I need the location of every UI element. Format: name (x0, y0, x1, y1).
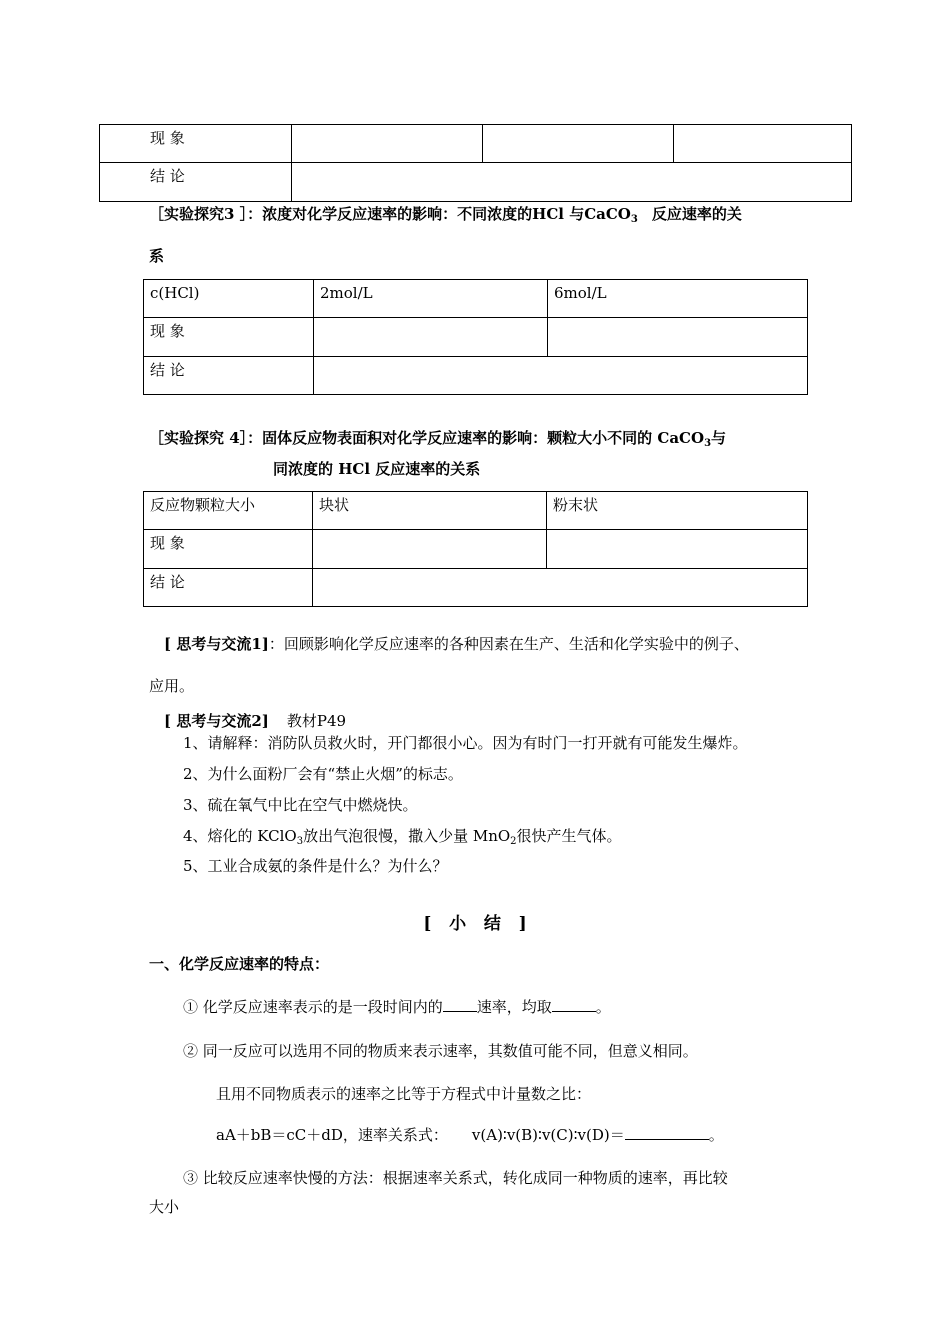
table-cell (547, 530, 808, 569)
exp3-title-text: ［实验探究3 ］：浓度对化学反应速率的影响：不同浓度的HCl 与CaCO (149, 205, 631, 223)
row-label-conclusion: 结 论 (144, 569, 313, 607)
table-cell (548, 318, 808, 357)
p4-end: 。 (708, 1126, 724, 1144)
item4-text-a: 4、熔化的 KClO (183, 827, 297, 845)
p4-relation: v(A)∶v(B)∶v(C)∶v(D)＝ (471, 1126, 625, 1144)
table-cell (292, 163, 852, 202)
summary-point-4 (216, 1125, 724, 1145)
table-cell (314, 357, 808, 395)
p1-text-a: ① 化学反应速率表示的是一段时间内的 (183, 998, 443, 1016)
think1-label: [ 思考与交流1] (164, 635, 269, 653)
think2-item-4 (183, 826, 622, 846)
summary-title: [ 小 结 ] (423, 914, 527, 934)
table-experiment-3 (143, 279, 808, 395)
think1-line2: 应用。 (149, 677, 195, 695)
p1-text-b: 速率，均取 (476, 998, 552, 1016)
item4-sub-b: 2 (510, 836, 517, 847)
exp4-title-text: ［实验探究 4］：固体反应物表面积对化学反应速率的影响：颗粒大小不同的 CaCO (149, 429, 705, 447)
header-cell-powder: 粉末状 (547, 492, 808, 530)
think2-item-2: 2、为什么面粉厂会有“禁止火烟”的标志。 (183, 765, 463, 783)
exp4-title (149, 428, 726, 448)
table-cell (674, 125, 852, 163)
table-experiment-4 (143, 491, 808, 607)
item4-text-b: 放出气泡很慢，撒入少量 MnO (303, 827, 511, 845)
summary-point-1 (183, 997, 611, 1017)
p4-equation: aA＋bB＝cC＋dD，速率关系式： (216, 1126, 448, 1144)
header-cell-concentration: c(HCl) (144, 280, 314, 318)
summary-section-1: 一、化学反应速率的特点： (149, 955, 330, 973)
table-cell (313, 569, 808, 607)
blank-field-1 (443, 997, 477, 1012)
row-label-conclusion: 结 论 (100, 163, 292, 202)
think2-item-5: 5、工业合成氨的条件是什么？为什么？ (183, 857, 448, 875)
header-cell-2mol: 2mol/L (314, 280, 548, 318)
row-label-phenomenon: 现 象 (144, 530, 313, 569)
blank-field-3 (625, 1125, 709, 1140)
think2-heading (164, 711, 346, 731)
item4-text-c: 很快产生气体。 (516, 827, 622, 845)
think2-item-1: 1、请解释：消防队员救火时，开门都很小心。因为有时门一打开就有可能发生爆炸。 (183, 734, 748, 752)
exp4-title-text-end: 与 (711, 429, 727, 447)
table-cell (483, 125, 674, 163)
header-cell-6mol: 6mol/L (548, 280, 808, 318)
header-cell-lump: 块状 (313, 492, 547, 530)
row-label-phenomenon: 现 象 (100, 125, 292, 163)
think1-text: ：回顾影响化学反应速率的各种因素在生产、生活和化学实验中的例子、 (268, 635, 749, 653)
table-cell (313, 530, 547, 569)
exp3-title-line2: 系 (149, 247, 165, 265)
summary-point-5: ③ 比较反应速率快慢的方法：根据速率关系式，转化成同一种物质的速率，再比较 (183, 1169, 728, 1187)
summary-point-3: 且用不同物质表示的速率之比等于方程式中计量数之比： (216, 1085, 592, 1103)
summary-point-2: ② 同一反应可以选用不同的物质来表示速率，其数值可能不同，但意义相同。 (183, 1042, 698, 1060)
think2-ref: 教材P49 (286, 712, 347, 730)
think1-paragraph (164, 634, 749, 654)
exp4-title-line2: 同浓度的 HCl 反应速率的关系 (273, 460, 481, 478)
think2-label: [ 思考与交流2] (164, 712, 269, 730)
exp3-title-sub: 3 (630, 214, 638, 225)
header-cell-particle-size: 反应物颗粒大小 (144, 492, 313, 530)
exp4-title-sub: 3 (704, 438, 712, 449)
blank-field-2 (552, 997, 596, 1012)
p1-text-c: 。 (595, 998, 611, 1016)
summary-point-5-line2: 大小 (149, 1198, 180, 1216)
exp3-title (149, 204, 742, 224)
table-cell (314, 318, 548, 357)
think2-item-3: 3、硫在氧气中比在空气中燃烧快。 (183, 796, 418, 814)
row-label-conclusion: 结 论 (144, 357, 314, 395)
table-cell (292, 125, 483, 163)
exp3-title-text-end: 反应速率的关 (651, 205, 742, 223)
table-experiment-2-partial (99, 124, 852, 202)
row-label-phenomenon: 现 象 (144, 318, 314, 357)
item4-sub-a: 3 (296, 836, 304, 847)
